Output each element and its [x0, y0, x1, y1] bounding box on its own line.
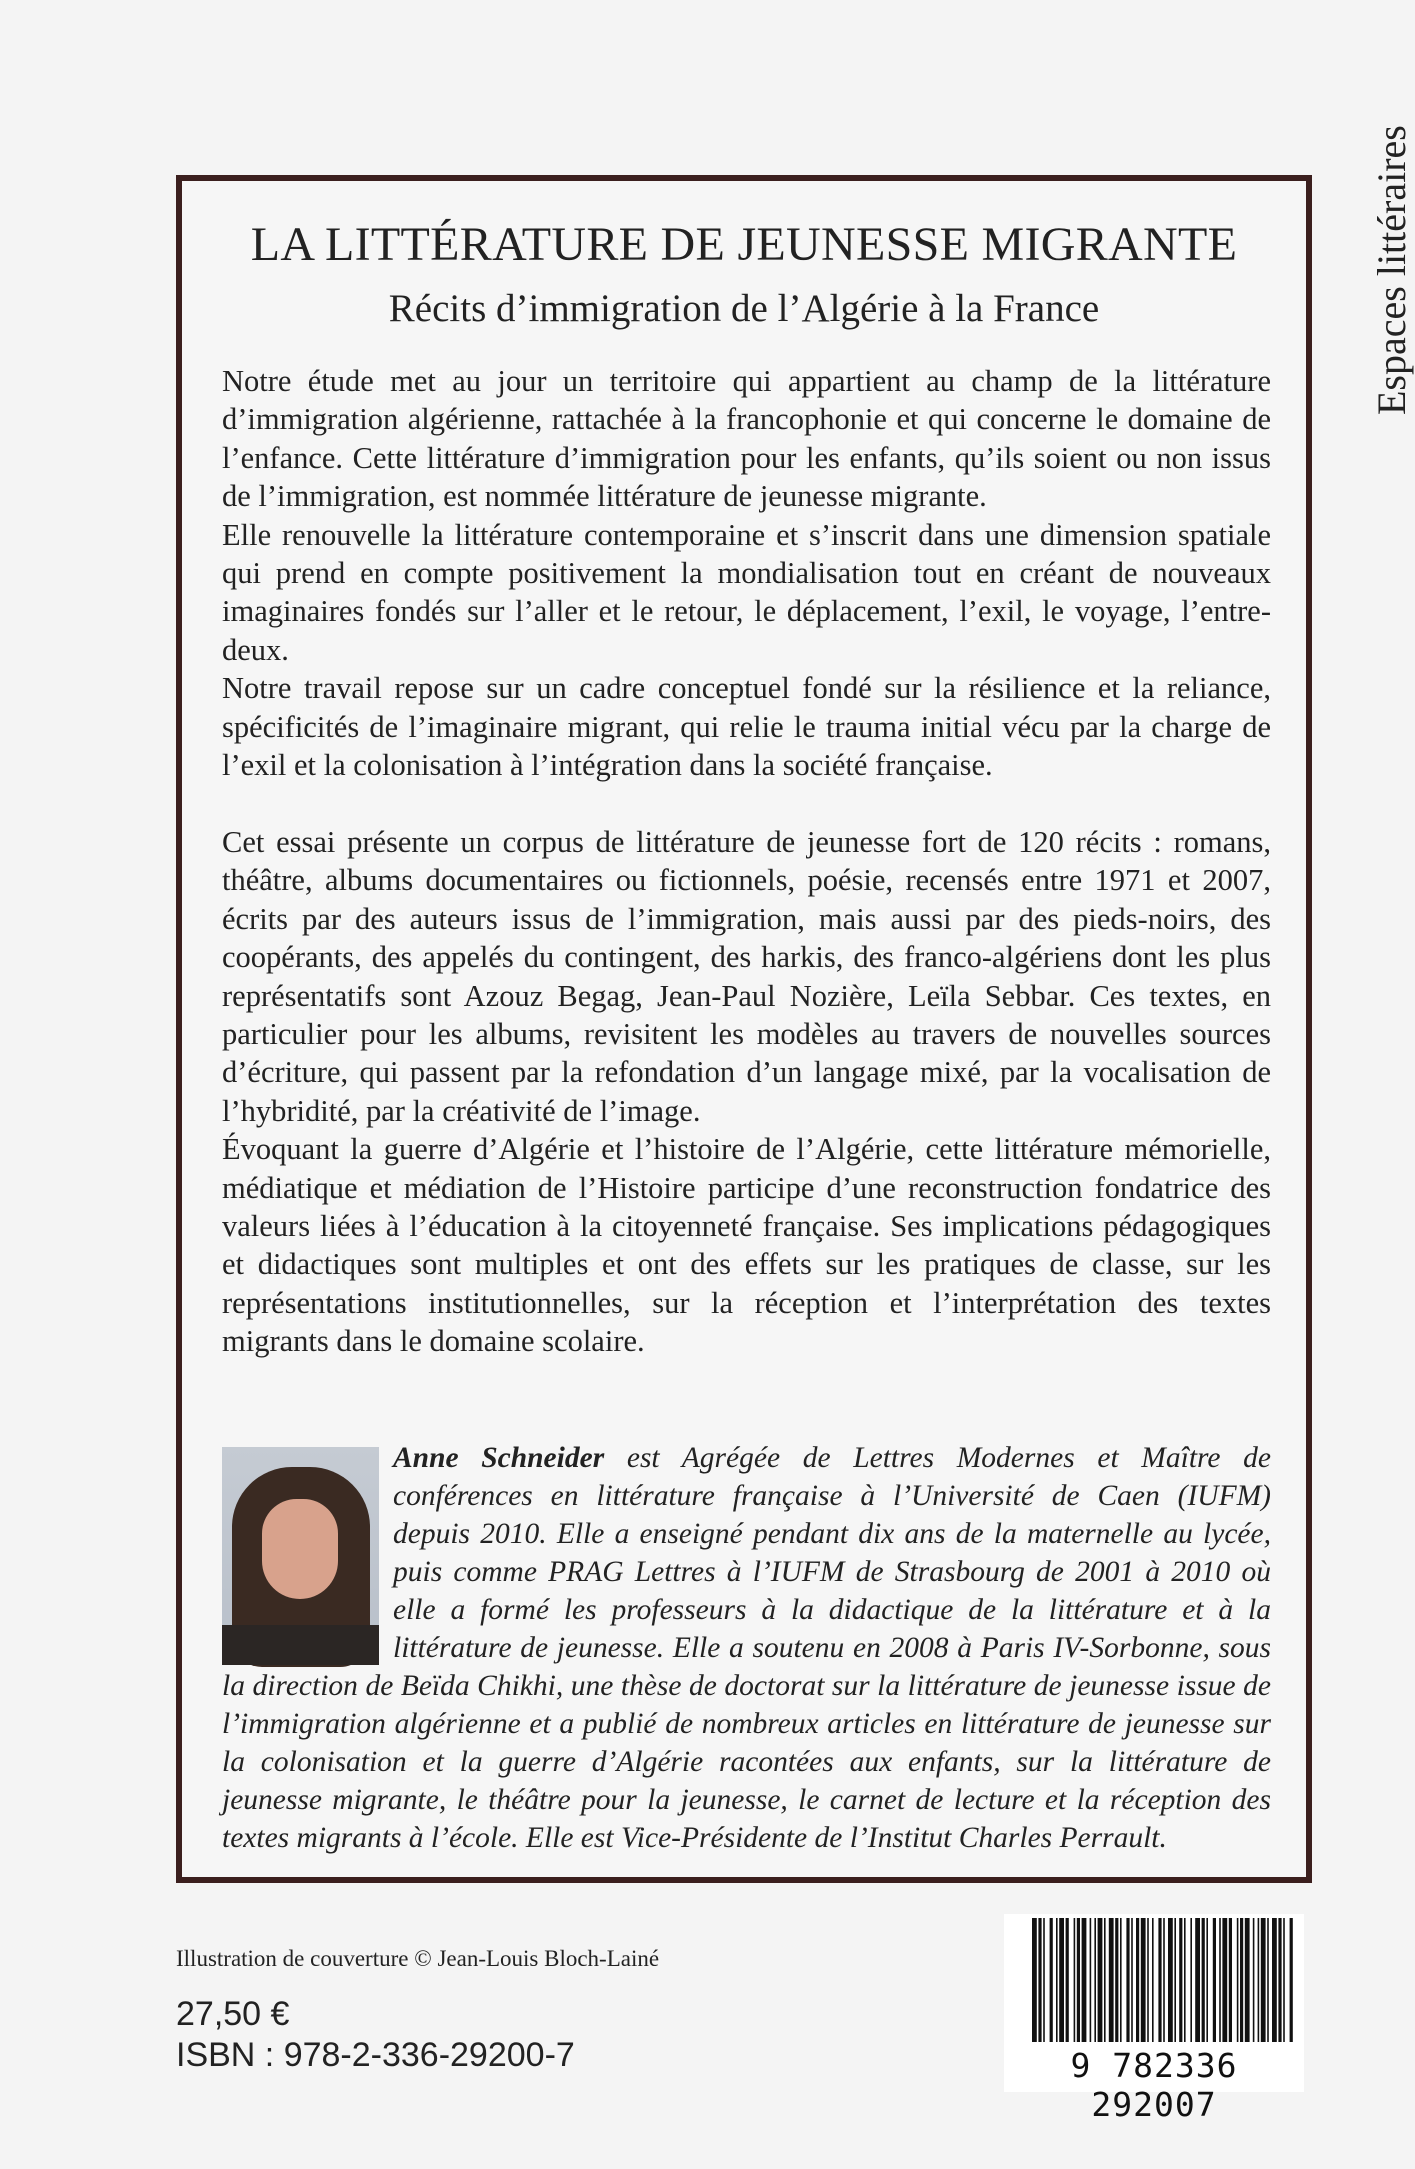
author-bio [222, 1439, 1271, 1857]
isbn-barcode [1004, 1914, 1304, 2124]
book-title: LA LITTÉRATURE DE JEUNESSE MIGRANTE [250, 218, 1238, 271]
blurb-frame [176, 175, 1312, 1883]
barcode-digits: 9 782336 292007 [1070, 2046, 1238, 2124]
corpus-section [222, 823, 1271, 1361]
author-name: Anne Schneider [393, 1442, 605, 1474]
author-bio-text [222, 1439, 1271, 1857]
isbn: ISBN : 978-2-336-29200-7 [176, 2036, 575, 2074]
corpus-paragraph: Cet essai présente un corpus de littérature de jeunesse fort de 120 récits : romans, théâtre, albums documentaires ou fictionnels, poésie, recensés entre 1971 et 2007, écrits par des auteurs issus de l’immigration, mais aussi par des pieds-noirs, des coopérants, des appelés du contingent, des harkis, des franco-algériens dont les plus représentatifs sont Azouz Begag, Jean-Paul Nozière, Leïla Sebbar. Ces textes, en particulier pour les albums, revisitent les modèles au travers de nouvelles sources d’écriture, qui passent par la refondation d’un langage mixé, par la vocalisation de l’hybridité, par la créativité de l’image. [222, 825, 1271, 1128]
summary-paragraph: Elle renouvelle la littérature contemporaine et s’inscrit dans une dimension spatiale qui prend en compte positivement la mondialisation tout en créant de nouveaux imaginaires fondés sur l’aller et le retour, le déplacement, l’exil, le voyage, l’entre-deux. [222, 517, 1271, 667]
summary-paragraph: Notre travail repose sur un cadre conceptuel fondé sur la résilience et la reliance, spécificités de l’imaginaire migrant, qui relie le trauma initial vécu par la charge de l’exil et la colonisation à l’intégration dans la société française. [222, 671, 1271, 783]
corpus-paragraph: Évoquant la guerre d’Algérie et l’histoire de l’Algérie, cette littérature mémorielle, médiatique et médiation de l’Histoire participe d’une reconstruction fondatrice des valeurs liées à l’éducation à la citoyenneté française. Ses implications pédagogiques et didactiques sont multiples et ont des effets sur les pratiques de classe, sur les représentations institutionnelles, sur la réception et l’interprétation des textes migrants dans le domaine scolaire. [222, 1132, 1271, 1359]
summary-section [222, 362, 1271, 784]
summary-paragraph: Notre étude met au jour un territoire qui appartient au champ de la littérature d’immigration algérienne, rattachée à la francophonie et qui concerne le domaine de l’enfance. Cette littérature d’immigration pour les enfants, qu’ils soient ou non issus de l’immigration, est nommée littérature de jeunesse migrante. [222, 364, 1271, 514]
author-bio-body: est Agrégée de Lettres Modernes et Maître de conférences en littérature française à l’Université de Caen (IUFM) depuis 2010. Elle a enseigné pendant dix ans de la maternelle au lycée, puis comme PRAG Lettres à l’IUFM de Strasbourg de 2001 à 2010 où elle a formé les professeurs à la didactique de la littérature et à la littérature de jeunesse. Elle a soutenu en 2008 à Paris IV-Sorbonne, sous la direction de Beïda Chikhi, une thèse de doctorat sur la littérature de jeunesse issue de l’immigration algérienne et a publié de nombreux articles en littérature de jeunesse sur la colonisation et la guerre d’Algérie racontées aux enfants, sur la littérature de jeunesse migrante, le théâtre pour la jeunesse, le carnet de lecture et la réception des textes migrants à l’école. Elle est Vice-Présidente de l’Institut Charles Perrault. [222, 1442, 1272, 1854]
price: 27,50 € [176, 1995, 290, 2033]
series-name: Espaces littéraires [1369, 125, 1414, 415]
author-photo [222, 1447, 379, 1651]
book-subtitle: Récits d’immigration de l’Algérie à la France [388, 287, 1100, 330]
barcode-bars [1004, 1914, 1304, 2054]
cover-illustration-credit: Illustration de couverture © Jean-Louis Bloch-Lainé [176, 1946, 660, 1971]
spine-series-label [1362, 125, 1414, 425]
